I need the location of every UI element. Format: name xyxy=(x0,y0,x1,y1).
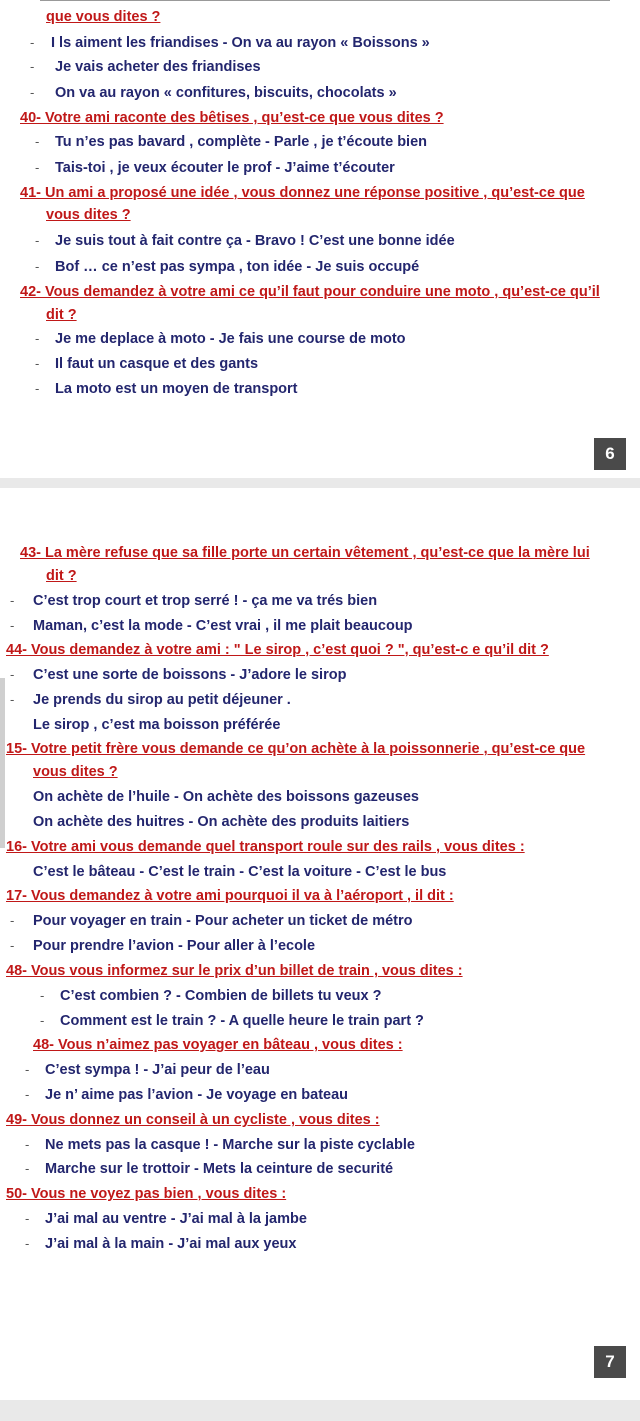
bullet-dash: - xyxy=(40,988,45,1003)
answer-option: Je suis tout à fait contre ça - Bravo ! C’est une bonne idée xyxy=(55,233,455,249)
question-48b: 48- Vous n’aimez pas voyager en bâteau , vous dites : xyxy=(33,1037,403,1053)
question-45: 15- Votre petit frère vous demande ce qu’on achète à la poissonnerie , qu’est-ce que xyxy=(6,741,586,757)
question-48: 48- Vous vous informez sur le prix d’un billet de train , vous dites : xyxy=(6,963,463,979)
bullet-dash: - xyxy=(10,593,15,608)
answer-option: La moto est un moyen de transport xyxy=(55,381,298,397)
page-number: 7 xyxy=(594,1346,626,1378)
question-42-cont: dit ? xyxy=(46,307,77,323)
answer-option: Marche sur le trottoir - Mets la ceinture de securité xyxy=(45,1161,394,1177)
bullet-dash: - xyxy=(25,1161,30,1176)
answer-option: Je me deplace à moto - Je fais une course de moto xyxy=(55,331,406,347)
question-46: 16- Votre ami vous demande quel transport roule sur des rails , vous dites : xyxy=(6,839,525,855)
bullet-dash: - xyxy=(40,1013,45,1028)
bullet-dash: - xyxy=(25,1137,30,1152)
question-50: 50- Vous ne voyez pas bien , vous dites : xyxy=(6,1186,287,1202)
bullet-dash: - xyxy=(35,259,40,274)
page-number: 6 xyxy=(594,438,626,470)
answer-option: Pour voyager en train - Pour acheter un ticket de métro xyxy=(33,913,413,929)
question-44: 44- Vous demandez à votre ami : " Le sirop , c’est quoi ? ", qu’est-c e qu’il dit ? xyxy=(6,642,549,658)
bullet-dash: - xyxy=(10,618,15,633)
answer-option: On achète des huitres - On achète des produits laitiers xyxy=(33,814,410,830)
answer-option: J’ai mal au ventre - J’ai mal à la jambe xyxy=(45,1211,307,1227)
answer-option: C’est une sorte de boissons - J’adore le sirop xyxy=(33,667,347,683)
question-43-cont: dit ? xyxy=(46,568,77,584)
question-40: 40- Votre ami raconte des bêtises , qu’est-ce que vous dites ? xyxy=(20,110,444,126)
top-rule xyxy=(40,0,610,1)
answer-option: Tais-toi , je veux écouter le prof - J’aime t’écouter xyxy=(55,160,395,176)
answer-option: Je n’ aime pas l’avion - Je voyage en bateau xyxy=(45,1087,349,1103)
bullet-dash: - xyxy=(25,1087,30,1102)
bullet-dash: - xyxy=(35,331,40,346)
answer-option: Ne mets pas la casque ! - Marche sur la piste cyclable xyxy=(45,1137,415,1153)
question-42: 42- Vous demandez à votre ami ce qu’il faut pour conduire une moto , qu’est-ce qu’il xyxy=(20,284,600,300)
page-7 xyxy=(0,488,640,1400)
answer-option: On achète de l’huile - On achète des boissons gazeuses xyxy=(33,789,419,805)
bullet-dash: - xyxy=(35,356,40,371)
question-41-cont: vous dites ? xyxy=(46,207,131,223)
answer-option: C’est trop court et trop serré ! - ça me va trés bien xyxy=(33,593,378,609)
bullet-dash: - xyxy=(35,381,40,396)
bullet-dash: - xyxy=(25,1062,30,1077)
question-41: 41- Un ami a proposé une idée , vous donnez une réponse positive , qu’est-ce que xyxy=(20,185,585,201)
bullet-dash: - xyxy=(35,233,40,248)
question-45-cont: vous dites ? xyxy=(33,764,118,780)
bullet-dash: - xyxy=(10,938,15,953)
answer-option: Le sirop , c’est ma boisson préférée xyxy=(33,717,281,733)
answer-option: Comment est le train ? - A quelle heure le train part ? xyxy=(60,1013,424,1029)
bullet-dash: - xyxy=(10,667,15,682)
answer-option: Je vais acheter des friandises xyxy=(55,59,261,75)
scan-edge-shadow xyxy=(0,678,5,848)
answer-option: On va au rayon « confitures, biscuits, chocolats » xyxy=(55,85,397,101)
question-47: 17- Vous demandez à votre ami pourquoi il va à l’aéroport , il dit : xyxy=(6,888,454,904)
answer-option: C’est combien ? - Combien de billets tu veux ? xyxy=(60,988,382,1004)
answer-option: Bof … ce n’est pas sympa , ton idée - Je suis occupé xyxy=(55,259,420,275)
question-43: 43- La mère refuse que sa fille porte un certain vêtement , qu’est-ce que la mère lui xyxy=(20,545,590,561)
answer-option: J’ai mal à la main - J’ai mal aux yeux xyxy=(45,1236,297,1252)
answer-option: Maman, c’est la mode - C’est vrai , il me plait beaucoup xyxy=(33,618,413,634)
bullet-dash: - xyxy=(30,35,35,50)
bullet-dash: - xyxy=(35,160,40,175)
answer-option: Je prends du sirop au petit déjeuner . xyxy=(33,692,291,708)
answer-option: Il faut un casque et des gants xyxy=(55,356,259,372)
answer-option: Pour prendre l’avion - Pour aller à l’ecole xyxy=(33,938,316,954)
bullet-dash: - xyxy=(35,134,40,149)
answer-option: Tu n’es pas bavard , complète - Parle , je t’écoute bien xyxy=(55,134,428,150)
page-6 xyxy=(0,0,640,478)
bullet-dash: - xyxy=(25,1236,30,1251)
answer-option: C’est le bâteau - C’est le train - C’est la voiture - C’est le bus xyxy=(33,864,447,880)
bullet-dash: - xyxy=(30,85,35,100)
bullet-dash: - xyxy=(30,59,35,74)
question-continuation: que vous dites ? xyxy=(46,9,161,25)
bullet-dash: - xyxy=(25,1211,30,1226)
answer-option: I ls aiment les friandises - On va au rayon « Boissons » xyxy=(51,35,430,51)
bullet-dash: - xyxy=(10,692,15,707)
question-49: 49- Vous donnez un conseil à un cycliste , vous dites : xyxy=(6,1112,380,1128)
bullet-dash: - xyxy=(10,913,15,928)
answer-option: C’est sympa ! - J’ai peur de l’eau xyxy=(45,1062,270,1078)
